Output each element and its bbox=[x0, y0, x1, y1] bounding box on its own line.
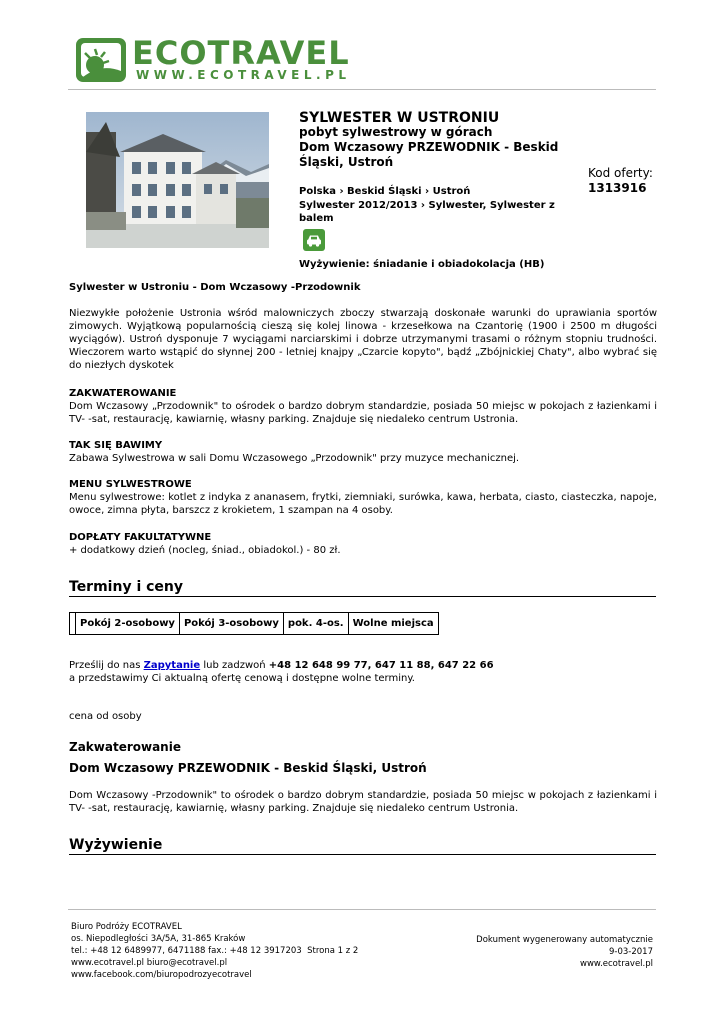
breadcrumb-location[interactable]: Polska › Beskid Śląski › Ustroń bbox=[299, 186, 471, 197]
footer-divider bbox=[68, 909, 656, 910]
footer-facebook[interactable]: www.facebook.com/biuropodrozyecotravel bbox=[71, 970, 252, 980]
accommodation-hotel-name: Dom Wczasowy PRZEWODNIK - Beskid Śląski, Ustroń bbox=[69, 761, 427, 775]
offer-subtitle: pobyt sylwestrowy w górach bbox=[299, 125, 493, 139]
footer-date: 9-03-2017 bbox=[609, 947, 653, 957]
car-icon bbox=[303, 229, 325, 251]
entertainment-text: Zabawa Sylwestrowa w sali Domu Wczasowego „Przodownik" przy muzyce mechanicznej. bbox=[69, 453, 520, 464]
offer-subtitle-block bbox=[299, 125, 559, 170]
logo-url: WWW.ECOTRAVEL.PL bbox=[136, 68, 351, 82]
logo-mark bbox=[75, 37, 127, 83]
menu-text: Menu sylwestrowe: kotlet z indyka z ananasem, frytki, ziemniaki, surówka, kawa, herbata, ciasto, ciasteczka, napoje, owoce, zimna płyta, barszcz z krokietem, 1 szampan na 4 osoby. bbox=[69, 492, 657, 516]
footer-page: Strona 1 z 2 bbox=[307, 946, 359, 956]
intro-text: Niezwykłe położenie Ustronia wśród malowniczych zboczy stwarzają doskonałe warunki do uprawiania sportów zimowych. Wyjątkową popularnością cieszą się kolej linowa - krzesełkowa na Czantorię (1900 i 2500 m długości wyciągów). Ustroń dysponuje 7 wyciągami narciarskimi i dobrze utrzymanymi trasami o różnym stopniu trudności. Wieczorem warto wstąpić do słynnej 200 - letniej knajpy „Czarcie kopyto", bądź „Zbójnickiej Chaty", albo wybrać się do niezłych dyskotek bbox=[69, 308, 657, 371]
accommodation-heading: ZAKWATEROWANIE bbox=[69, 388, 177, 399]
breadcrumb-category[interactable]: Sylwester 2012/2013 › Sylwester, Sylwester z balem bbox=[299, 199, 555, 224]
meals-heading: Wyżywienie bbox=[69, 837, 163, 853]
footer-web-mail[interactable]: www.ecotravel.pl biuro@ecotravel.pl bbox=[71, 958, 228, 968]
prices-heading-rule bbox=[69, 596, 656, 597]
footer-site[interactable]: www.ecotravel.pl bbox=[580, 959, 653, 969]
offer-hotel: Dom Wczasowy PRZEWODNIK - Beskid Śląski, Ustroń bbox=[299, 140, 559, 169]
accommodation-section-text: Dom Wczasowy -Przodownik" to ośrodek o bardzo dobrym standardzie, posiada 50 miejsc w pokojach z łazienkami i TV- -sat, restaurację, kawiarnię, własny parking. Znajduje się niedaleko centrum Ustronia. bbox=[69, 790, 657, 814]
footer-phones-line bbox=[71, 945, 358, 957]
price-col-available: Wolne miejsca bbox=[348, 613, 438, 635]
footer-company: Biuro Podróży ECOTRAVEL bbox=[71, 922, 182, 932]
hotel-photo bbox=[86, 112, 269, 248]
header-divider bbox=[68, 89, 656, 90]
entertainment-heading: TAK SIĘ BAWIMY bbox=[69, 440, 163, 451]
inquiry-prefix: Prześlij do nas bbox=[69, 660, 141, 671]
prices-heading: Terminy i ceny bbox=[69, 579, 184, 595]
inquiry-mid: lub zadzwoń bbox=[203, 660, 266, 671]
footer-generated: Dokument wygenerowany automatycznie bbox=[476, 935, 653, 945]
price-table bbox=[69, 612, 439, 635]
offer-code-label: Kod oferty: bbox=[588, 166, 653, 180]
footer-contact bbox=[71, 921, 358, 981]
price-col-quad: pok. 4-os. bbox=[283, 613, 348, 635]
inquiry-suffix: a przedstawimy Ci aktualną ofertę cenową i dostępne wolne terminy. bbox=[69, 673, 415, 684]
breadcrumb bbox=[299, 185, 559, 226]
inquiry-link[interactable]: Zapytanie bbox=[143, 660, 201, 671]
inquiry-line bbox=[69, 659, 657, 672]
accommodation-section-heading: Zakwaterowanie bbox=[69, 740, 181, 754]
meal-plan: Wyżywienie: śniadanie i obiadokolacja (HB) bbox=[299, 259, 545, 270]
phone-numbers: +48 12 648 99 77, 647 11 88, 647 22 66 bbox=[268, 660, 494, 671]
meals-heading-rule bbox=[69, 854, 656, 855]
intro-title: Sylwester w Ustroniu - Dom Wczasowy -Przodownik bbox=[69, 282, 361, 293]
footer-meta bbox=[476, 934, 653, 970]
footer-address: os. Niepodległości 3A/5A, 31-865 Kraków bbox=[71, 934, 246, 944]
extras-text: + dodatkowy dzień (nocleg, śniad., obiadokol.) - 80 zł. bbox=[69, 545, 341, 556]
price-col-double: Pokój 2-osobowy bbox=[76, 613, 180, 635]
extras-heading: DOPŁATY FAKULTATYWNE bbox=[69, 532, 212, 543]
price-table-header-row bbox=[70, 613, 439, 635]
menu-heading: MENU SYLWESTROWE bbox=[69, 479, 192, 490]
accommodation-text: Dom Wczasowy „Przodownik" to ośrodek o bardzo dobrym standardzie, posiada 50 miejsc w pokojach z łazienkami i TV- -sat, restaurację, kawiarnię, własny parking. Znajduje się niedaleko centrum Ustronia. bbox=[69, 401, 657, 425]
price-per-person: cena od osoby bbox=[69, 711, 142, 722]
price-col-triple: Pokój 3-osobowy bbox=[179, 613, 283, 635]
offer-code: 1313916 bbox=[588, 181, 647, 195]
logo-text: ECOTRAVEL bbox=[132, 34, 350, 72]
footer-phones: tel.: +48 12 6489977, 6471188 fax.: +48 12 3917203 bbox=[71, 946, 302, 956]
offer-title: SYLWESTER W USTRONIU bbox=[299, 110, 500, 126]
